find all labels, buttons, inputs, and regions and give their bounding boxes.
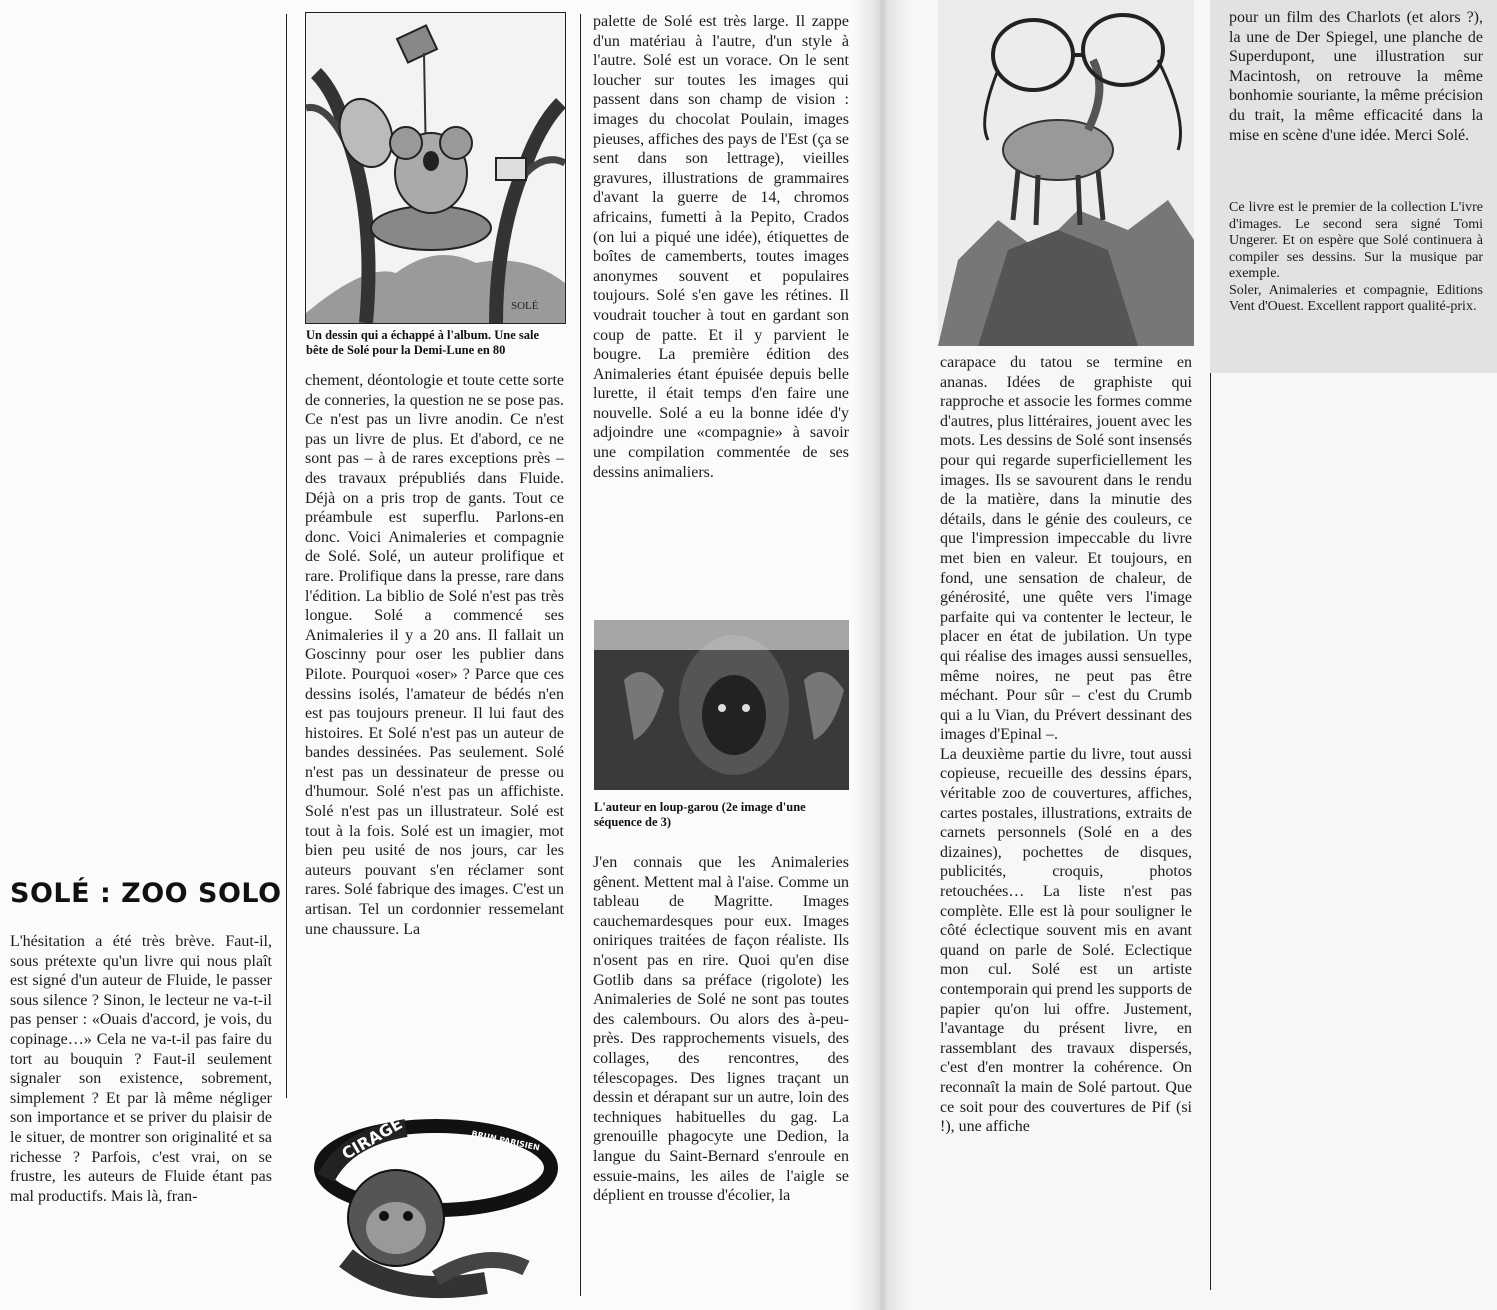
column-rule-2: [580, 14, 581, 1296]
column-3-upper: [593, 12, 849, 482]
col3b-paragraph: J'en connais que les Animaleries gênent. Mettent mal à l'aise. Comme un tableau de Magritte. Images cauchemardesques pour eux. Images oniriques traitées de façon réaliste. Ils n'osent pas en rire. Quoi qu'en dise Gotlib dans sa préface (rigolote) les Animaleries de Solé ne sont pas toutes des calembours. Ou alors des à-peu-près. Des rapprochements visuels, des collages, des rencontres, des télescopages. Des lignes traçant un dessin et dérapant sur un autre, loin des techniques habituelles du gag. La grenouille phagocyte une Dedion, la langue du Saint-Bernard s'enroule en essuie-mains, les ailes de l'aigle se déplient en trousse d'écolier, la: [593, 854, 849, 1205]
ibex-drawing: [938, 0, 1194, 346]
book-reference: Soler, Animaleries et compagnie, Editions Vent d'Ouest. Excellent rapport qualité-prix.: [1229, 282, 1483, 314]
article-headline: SOLÉ : ZOO SOLO: [10, 878, 282, 909]
col1-paragraph: L'hésitation a été très brève. Faut-il, sous prétexte qu'un livre qui nous plaît est signé d'un auteur de Fluide, le passer sous silence ? Sinon, le lecteur ne va-t-il pas penser : «Ouais d'accord, je vois, du copinage…» Cela ne va-t-il pas faire du tort au bouquin ? Faut-il seulement signaler son existence, sobrement, simplement ? Et par là même négliger son importance et se priver du plaisir de le situer, de montrer son originalité et sa richesse ? Parfois, c'est vrai, on se frustre, les auteurs de Fluide étant pas mal productifs. Mais là, fran-: [10, 933, 272, 1205]
col4-paragraph-1: carapace du tatou se termine en ananas. Idées de graphiste qui rapproche et associe les formes comme d'autres, plus littéraires, jouent avec les mots. Les dessins de Solé sont insensés pour qui regarde superficiellement les images. Ils se savourent dans le rendu de la matière, dans la minutie des détails, dans le génie des couleurs, ce que l'impression impeccable du livre met bien en valeur. Et toujours, en fond, une sensation de chaleur, de générosité, une quête vers l'image parfaite qui va contenter le lecteur, le placer en état de jubilation. Un type qui réalise des images aussi sensuelles, même noires, ne peut pas être méchant. Pour sûr – c'est du Crumb qui a lu Vian, du Prévert dessinant des images d'Epinal –.: [940, 354, 1192, 744]
col5-paragraph: pour un film des Charlots (et alors ?), la une de Der Spiegel, une planche de Superdupont, une illustration sur Macintosh, on retrouve la même bonhomie souriante, la même précision du trait, la même efficacité dans la mise en scène d'une idée. Merci Solé.: [1229, 9, 1483, 144]
werewolf-photo: [594, 620, 849, 790]
cirage-drawing: [286, 1098, 570, 1310]
cirage-sublabel: BRUN PARISIEN: [470, 1129, 541, 1153]
col4-paragraph-2: La deuxième partie du livre, tout aussi copieuse, recueille des dessins épars, véritable zoo de couvertures, affiches, cartes postales, illustrations, extraits de carnets personnels (Solé en a des dizaines), pochettes de disques, publicités, croquis, photos retouchées… La liste n'est pas complète. Elle est là pour souligner le côté éclectique souvent mis en avant quand on parle de Solé. Eclectique mon cul. Solé est un artiste contemporain qui prend les supports de papier qu'on lui offre. Justement, l'avantage du présent livre, en rassemblant des travaux dispersés, c'est d'en montrer la cohérence. On reconnaît la main de Solé partout. Que ce soit pour des couvertures de Pif (si !), une affiche: [940, 745, 1192, 1136]
koala-illustration: [305, 12, 566, 324]
column-5-notes: [1229, 200, 1483, 316]
koala-drawing: [306, 13, 565, 323]
collection-note: Ce livre est le premier de la collection L'ivre d'images. Le second sera signé Tomi Ungerer. Et on espère que Solé continuera à compiler ses dessins. Sur la musique par exemple.: [1229, 200, 1483, 281]
col2-paragraph: chement, déontologie et toute cette sorte de conneries, la question ne se pose pas. Ce n'est pas un livre anodin. Ce n'est pas un livre de plus. Et d'abord, ce ne sont pas – à de rares exceptions près – des travaux prépubliés dans Fluide. Déjà on a pris trop de gants. Tout ce préambule est superflu. Parlons-en donc. Voici Animaleries et compagnie de Solé. Solé, un auteur prolifique et rare. Prolifique dans la presse, rare dans l'édition. La biblio de Solé n'est pas très longue. Solé a commencé ses Animaleries il y a 20 ans. Il fallait un Goscinny pour oser les publier dans Pilote. Pourquoi «oser» ? Parce que ces dessins isolés, l'amateur de bédés n'en est pas toujours preneur. Il lui faut des histoires. Et Solé n'est pas un auteur de bandes dessinées. Pas seulement. Solé n'est pas un dessinateur de presse ou d'humour. Solé n'est pas un affichiste. Solé n'est pas un illustrateur. Solé est tout à la fois. Solé est un imagier, mot bien peu usité de nos jours, car les auteurs pouvant s'en réclamer sont rares. Solé fabrique des images. C'est un artisan. Tel un cordonnier ressemelant une chaussure. La: [305, 372, 564, 938]
book-gutter: [852, 0, 912, 1310]
column-3-lower: [593, 853, 849, 1206]
column-2: [305, 371, 564, 939]
ibex-illustration: [938, 0, 1194, 346]
cirage-illustration: [286, 1098, 570, 1310]
koala-caption: Un dessin qui a échappé à l'album. Une sale bête de Solé pour la Demi-Lune en 80: [306, 328, 540, 357]
cirage-label: CIRAGE: [338, 1113, 406, 1164]
werewolf-image: [594, 620, 849, 790]
column-4: [940, 353, 1192, 1137]
column-5: [1229, 8, 1483, 145]
column-1: [10, 932, 272, 1206]
werewolf-caption: L'auteur en loup-garou (2e image d'une séquence de 3): [594, 800, 806, 829]
artist-signature: SOLÉ: [511, 300, 539, 312]
col3a-paragraph: palette de Solé est très large. Il zappe d'un matériau à l'autre, d'un style à l'autre. Solé est un vorace. On le sent loucher sur toutes les images qui passent dans son champ de vision : images du chocolat Poulain, images pieuses, affiches des pays de l'Est (ça se sent dans son lettrage), vieilles gravures, illustrations de grammaires d'avant la guerre de 14, chromos africains, fumetti à la Pepito, Crados (on lui a piqué une idée), étiquettes de boîtes de camemberts, toutes images anonymes souvent et populaires toujours. Solé s'en gave les rétines. Il voudrait toucher à tout en gardant son coup de patte. Et il y parvient le bougre. La première édition des Animaleries étant épuisée depuis belle lurette, il était temps d'en faire une nouvelle. Solé a eu la bonne idée d'y adjoindre une «compagnie» à savoir une compilation commentée de ses dessins animaliers.: [593, 13, 849, 481]
